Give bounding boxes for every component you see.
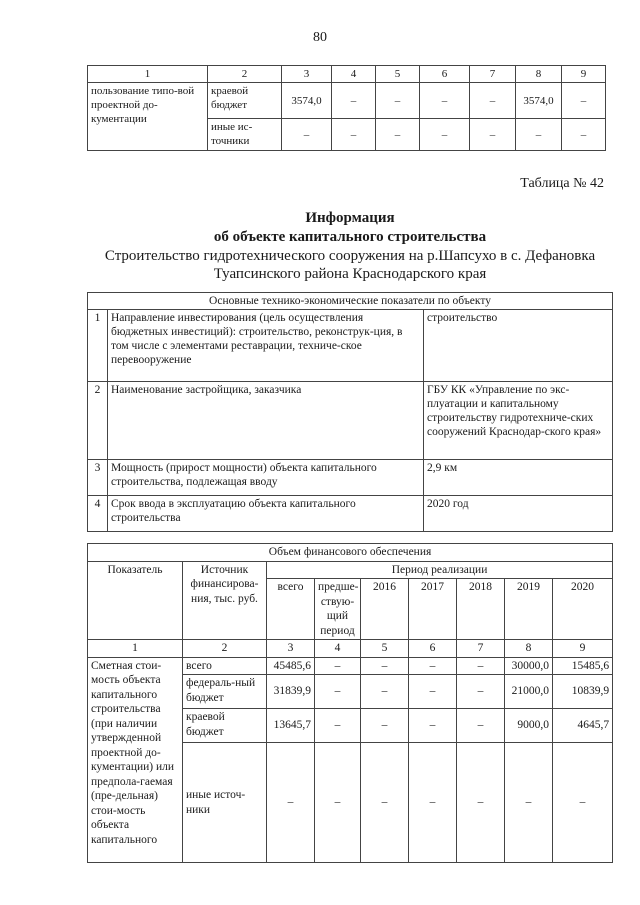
value-cell: – xyxy=(315,743,361,863)
value-cell: – xyxy=(409,657,457,675)
value-cell: – xyxy=(420,83,470,119)
header-year: 2017 xyxy=(409,579,457,640)
value-cell: – xyxy=(470,83,516,119)
col-num: 8 xyxy=(516,66,562,83)
source-cell: краевой бюджет xyxy=(183,709,267,743)
value-cell: 10839,9 xyxy=(553,675,613,709)
heading-subtitle: об объекте капитального строительства xyxy=(213,229,487,245)
source-cell: иные ис-точники xyxy=(208,119,282,151)
value-cell: 30000,0 xyxy=(505,657,553,675)
value-cell: – xyxy=(315,709,361,743)
col-num: 7 xyxy=(470,66,516,83)
indicator-value: строительство xyxy=(424,310,613,382)
table-row xyxy=(88,310,613,382)
value-cell: – xyxy=(457,657,505,675)
value-cell: 31839,9 xyxy=(267,675,315,709)
value-cell: – xyxy=(505,743,553,863)
value-cell: – xyxy=(315,657,361,675)
header-previous: предше-ствую-щий период xyxy=(315,579,361,640)
header-row xyxy=(88,561,613,579)
value-cell: – xyxy=(361,675,409,709)
table-number: Таблица № 42 xyxy=(520,176,604,191)
value-cell: – xyxy=(562,119,606,151)
value-cell: – xyxy=(315,675,361,709)
value-cell: 3574,0 xyxy=(282,83,332,119)
indicator-label: Срок ввода в эксплуатацию объекта капитального строительства xyxy=(108,496,424,532)
col-num: 1 xyxy=(88,66,208,83)
object-name-line1: Строительство гидротехнического сооружения на р.Шапсухо в с. Дефановка xyxy=(104,248,596,264)
indicator-label: Мощность (прирост мощности) объекта капитального строительства, подлежащая вводу xyxy=(108,460,424,496)
value-cell: 9000,0 xyxy=(505,709,553,743)
table-row xyxy=(88,460,613,496)
table-row xyxy=(88,83,606,119)
value-cell: – xyxy=(332,119,376,151)
value-cell: – xyxy=(409,709,457,743)
col-num: 8 xyxy=(505,640,553,658)
header-year: 2020 xyxy=(553,579,613,640)
header-period: Период реализации xyxy=(267,561,613,579)
value-cell: 15485,6 xyxy=(553,657,613,675)
value-cell: – xyxy=(457,743,505,863)
finance-table xyxy=(87,543,613,863)
source-cell: всего xyxy=(183,657,267,675)
value-cell: 4645,7 xyxy=(553,709,613,743)
source-cell: федераль-ный бюджет xyxy=(183,675,267,709)
table-title-row xyxy=(88,293,613,310)
row-number: 4 xyxy=(88,496,108,532)
col-num: 4 xyxy=(332,66,376,83)
indicators-table xyxy=(87,292,613,532)
indicator-value: ГБУ КК «Управление по экс-плуатации и капитальному строительству гидротехниче-ских сооружений Краснодар-ского края» xyxy=(424,382,613,460)
continuation-table xyxy=(87,65,606,151)
table-row xyxy=(88,496,613,532)
value-cell: 3574,0 xyxy=(516,83,562,119)
indicator-value: 2020 год xyxy=(424,496,613,532)
value-cell: – xyxy=(332,83,376,119)
value-cell: – xyxy=(420,119,470,151)
table-row xyxy=(88,382,613,460)
col-num: 9 xyxy=(562,66,606,83)
page-number: 80 xyxy=(313,30,327,45)
value-cell: – xyxy=(409,743,457,863)
header-total: всего xyxy=(267,579,315,640)
value-cell: – xyxy=(282,119,332,151)
source-cell: иные источ-ники xyxy=(183,743,267,863)
source-cell: краевой бюджет xyxy=(208,83,282,119)
value-cell: – xyxy=(376,119,420,151)
table-title-row xyxy=(88,544,613,562)
col-num: 2 xyxy=(183,640,267,658)
col-num: 5 xyxy=(376,66,420,83)
col-num: 6 xyxy=(420,66,470,83)
finance-title: Объем финансового обеспечения xyxy=(88,544,613,562)
row-label: пользование типо-вой проектной до-кументации xyxy=(88,83,208,151)
header-number-row xyxy=(88,640,613,658)
indicator-label: Направление инвестирования (цель осуществления бюджетных инвестиций): строительство, реконструк-ция, в том числе с элементами реставрации, техниче-ское перевооружение xyxy=(108,310,424,382)
value-cell: – xyxy=(562,83,606,119)
row-number: 1 xyxy=(88,310,108,382)
value-cell: 13645,7 xyxy=(267,709,315,743)
row-label: Сметная стои-мость объекта капитального строительства (при наличии утвержденной проектной до-кументации) или предпола-гаемая (пре-дельная) стои-мость объекта капитального xyxy=(88,657,183,863)
header-year: 2018 xyxy=(457,579,505,640)
value-cell: – xyxy=(376,83,420,119)
indicator-value: 2,9 км xyxy=(424,460,613,496)
row-number: 3 xyxy=(88,460,108,496)
indicators-title: Основные технико-экономические показатели по объекту xyxy=(88,293,613,310)
value-cell: 21000,0 xyxy=(505,675,553,709)
col-num: 6 xyxy=(409,640,457,658)
header-number-row xyxy=(88,66,606,83)
col-num: 9 xyxy=(553,640,613,658)
value-cell: – xyxy=(457,709,505,743)
value-cell: – xyxy=(361,743,409,863)
col-num: 4 xyxy=(315,640,361,658)
value-cell: – xyxy=(457,675,505,709)
header-source: Источник финансирова-ния, тыс. руб. xyxy=(183,561,267,640)
value-cell: – xyxy=(470,119,516,151)
header-year: 2019 xyxy=(505,579,553,640)
value-cell: – xyxy=(267,743,315,863)
value-cell: – xyxy=(409,675,457,709)
col-num: 5 xyxy=(361,640,409,658)
table-row xyxy=(88,657,613,675)
value-cell: – xyxy=(553,743,613,863)
col-num: 3 xyxy=(267,640,315,658)
col-num: 7 xyxy=(457,640,505,658)
heading-title: Информация xyxy=(305,210,395,226)
col-num: 2 xyxy=(208,66,282,83)
row-number: 2 xyxy=(88,382,108,460)
col-num: 3 xyxy=(282,66,332,83)
value-cell: – xyxy=(361,709,409,743)
value-cell: 45485,6 xyxy=(267,657,315,675)
header-year: 2016 xyxy=(361,579,409,640)
indicator-label: Наименование застройщика, заказчика xyxy=(108,382,424,460)
object-name-line2: Туапсинского района Краснодарского края xyxy=(213,266,487,282)
header-indicator: Показатель xyxy=(88,561,183,640)
value-cell: – xyxy=(516,119,562,151)
value-cell: – xyxy=(361,657,409,675)
col-num: 1 xyxy=(88,640,183,658)
